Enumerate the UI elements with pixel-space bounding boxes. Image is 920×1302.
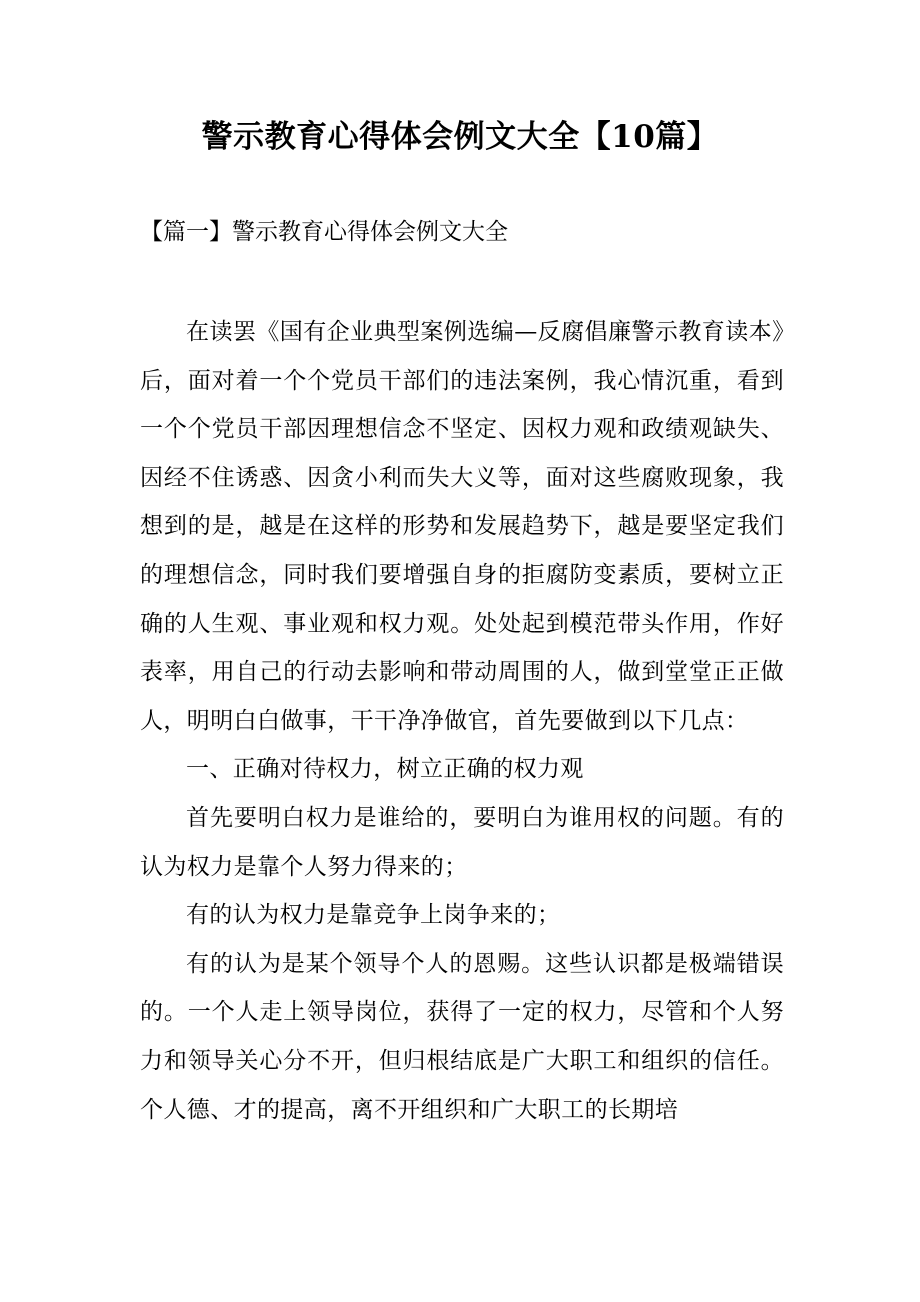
document-body: [140, 308, 784, 1134]
section-heading: 【篇一】警示教育心得体会例文大全: [140, 219, 508, 245]
document-title: 警示教育心得体会例文大全【10篇】: [201, 119, 719, 155]
paragraph-power-source: 首先要明白权力是谁给的，要明白为谁用权的问题。有的认为权力是靠个人努力得来的；: [140, 804, 784, 880]
paragraph-leader-favor: 有的认为是某个领导个人的恩赐。这些认识都是极端错误的。一个人走上领导岗位，获得了一定的权力，尽管和个人努力和领导关心分不开，但归根结底是广大职工和组织的信任。个人德、才的提高，离不开组织和广大职工的长期培: [140, 950, 784, 1123]
paragraph-intro: 在读罢《国有企业典型案例选编—反腐倡廉警示教育读本》后，面对着一个个党员干部们的违法案例，我心情沉重，看到一个个党员干部因理想信念不坚定、因权力观和政绩观缺失、因经不住诱惑、因贪小利而失大义等，面对这些腐败现象，我想到的是，越是在这样的形势和发展趋势下，越是要坚定我们的理想信念，同时我们要增强自身的拒腐防变素质，要树立正确的人生观、事业观和权力观。处处起到模范带头作用，作好表率，用自己的行动去影响和带动周围的人，做到堂堂正正做人，明明白白做事，干干净净做官，首先要做到以下几点：: [140, 319, 784, 734]
paragraph-competition: 有的认为权力是靠竞争上岗争来的；: [186, 902, 561, 929]
paragraph-point-one-heading: 一、正确对待权力，树立正确的权力观: [186, 756, 584, 783]
